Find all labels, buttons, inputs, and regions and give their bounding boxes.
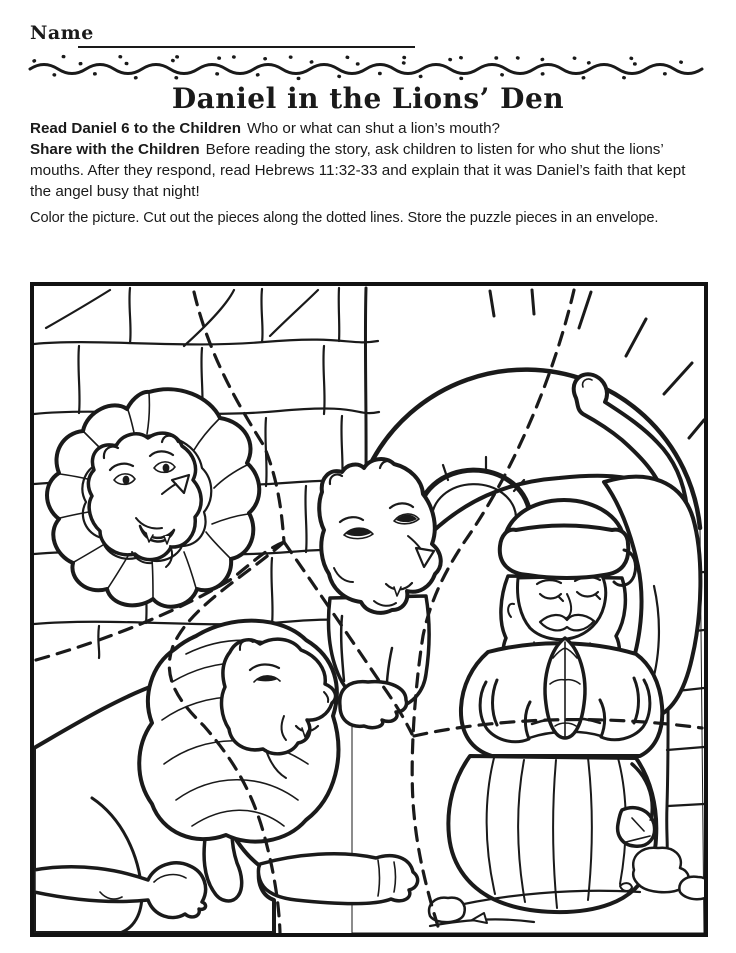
rock: [679, 877, 704, 900]
instructions: [30, 118, 710, 202]
puzzle-picture-frame: [30, 282, 708, 937]
page-title: Daniel in the Lions’ Den: [171, 82, 565, 115]
lion-head-top-left: [47, 389, 259, 607]
name-label: Name: [30, 22, 94, 44]
activity-line: Color the picture. Cut out the pieces along the dotted lines. Store the puzzle pieces in an envelope.: [30, 210, 659, 226]
instruction-line: [30, 139, 710, 202]
name-row: [30, 22, 706, 50]
coloring-illustration: [34, 286, 704, 933]
wavy-divider: [28, 54, 708, 82]
instruction-text: Before reading the story, ask children to listen for who shut the lions’ mouths. After they respond, read Hebrews 11:32-33 and explain that it was Daniel’s faith that kept the angel busy that night!: [30, 141, 686, 200]
lion2-foreleg: [259, 854, 418, 904]
instruction-text: Who or what can shut a lion’s mouth?: [246, 120, 500, 137]
rock: [620, 883, 632, 891]
instruction-line: [30, 118, 710, 139]
instruction-lead: Read Daniel 6 to the Children: [30, 120, 241, 137]
daniel-sandal: [618, 808, 655, 847]
name-blank-line: [78, 46, 415, 48]
instruction-lead: Share with the Children: [30, 141, 200, 158]
daniel-cap-band: [500, 526, 629, 579]
